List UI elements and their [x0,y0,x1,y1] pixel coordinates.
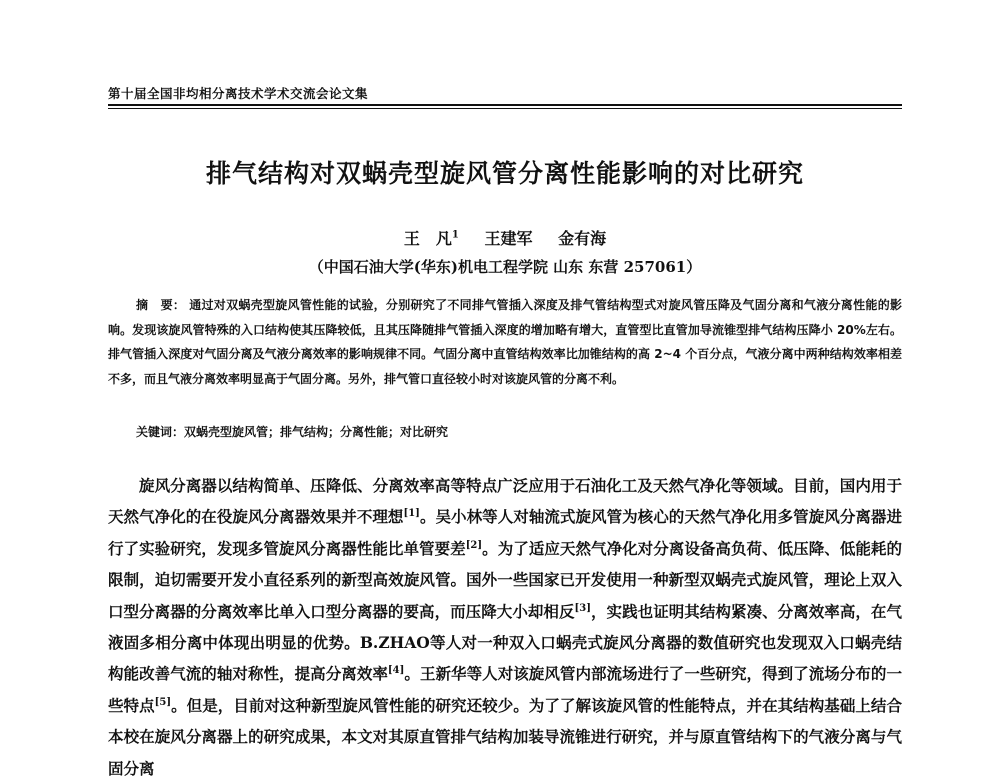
keywords [136,423,902,440]
body-text-2: 。吴小林等人对轴流式旋风管为核心的天然气净化用多管旋风分离器进行了实验研究，发现多管旋风分离器性能比单管要差 [108,507,902,558]
paper-title: 排气结构对双蜗壳型旋风管分离性能影响的对比研究 [205,159,804,188]
running-header: 第十届全国非均相分离技术学术交流会论文集 [108,86,369,101]
citation-ref-5: [5] [154,696,172,708]
author-3: 金有海 [558,229,607,248]
abstract-text: 通过对双蜗壳型旋风管性能的试验，分别研究了不同排气管插入深度及排气管结构型式对旋风管压降及气固分离和气液分离性能的影响。发现该旋风管特殊的入口结构使其压降较低，且其压降随排气管插入深度的增加略有增大，直管型比直管加导流锥型排气结构压降小 20%左右。排气管插入深度对气固分离及气液分离效率的影响规律不同。气固分离中直管结构效率比加锥结构的高 2~4 个百分点，气液分离中两种结构效率相差不多，而且气液分离效率明显高于气固分离。另外，排气管口直径较小时对该旋风管的分离不利。 [108,298,902,386]
citation-ref-1: [1] [403,508,420,520]
affiliation: （中国石油大学(华东)机电工程学院 山东 东营 257061） [308,258,702,276]
abstract [108,293,902,391]
header-rule [108,104,902,106]
citation-ref-3: [3] [574,602,591,614]
body-paragraph [108,470,902,784]
body-text-1: 旋风分离器以结构简单、压降低、分离效率高等特点广泛应用于石油化工及天然气净化等领域。目前，国内用于天然气净化的在役旋风分离器效果并不理想 [108,476,902,527]
keywords-label: 关键词： [136,425,185,439]
body-text-5: 。王新华等人对该旋风管内部流场进行了一些研究，得到了流场分布的一些特点 [108,664,902,715]
keywords-text: 双蜗壳型旋风管；排气结构；分离性能；对比研究 [184,425,449,439]
abstract-label: 摘 要： [136,298,186,312]
citation-ref-4: [4] [387,665,405,677]
header-rule-thin [108,108,902,109]
body-text-4: ，实践也证明其结构紧凑、分离效率高，在气液固多相分离中体现出明显的优势。B.ZHAO等人对一种双入口蜗壳式旋风分离器的数值研究也发现双入口蜗壳结构能改善气流的轴对称性，提高分离效率 [108,601,902,684]
author-2: 王建军 [484,229,533,248]
author-1: 王 凡$^1$ [403,229,459,248]
body-text-6: 。但是，目前对这种新型旋风管性能的研究还较少。为了了解该旋风管的性能特点，并在其结构基础上结合本校在旋风分离器上的研究成果，本文对其原直管排气结构加装导流锥进行研究，并与原直管结构下的气液分离与气固分离 [108,695,902,778]
citation-ref-2: [2] [465,539,483,551]
author-list [108,226,902,249]
body-text-3: 。为了适应天然气净化对分离设备高负荷、低压降、低能耗的限制，迫切需要开发小直径系列的新型高效旋风管。国外一些国家已开发使用一种新型双蜗壳式旋风管，理论上双入口型分离器的分离效率比单入口型分离器的要高，而压降大小却相反 [108,538,902,621]
